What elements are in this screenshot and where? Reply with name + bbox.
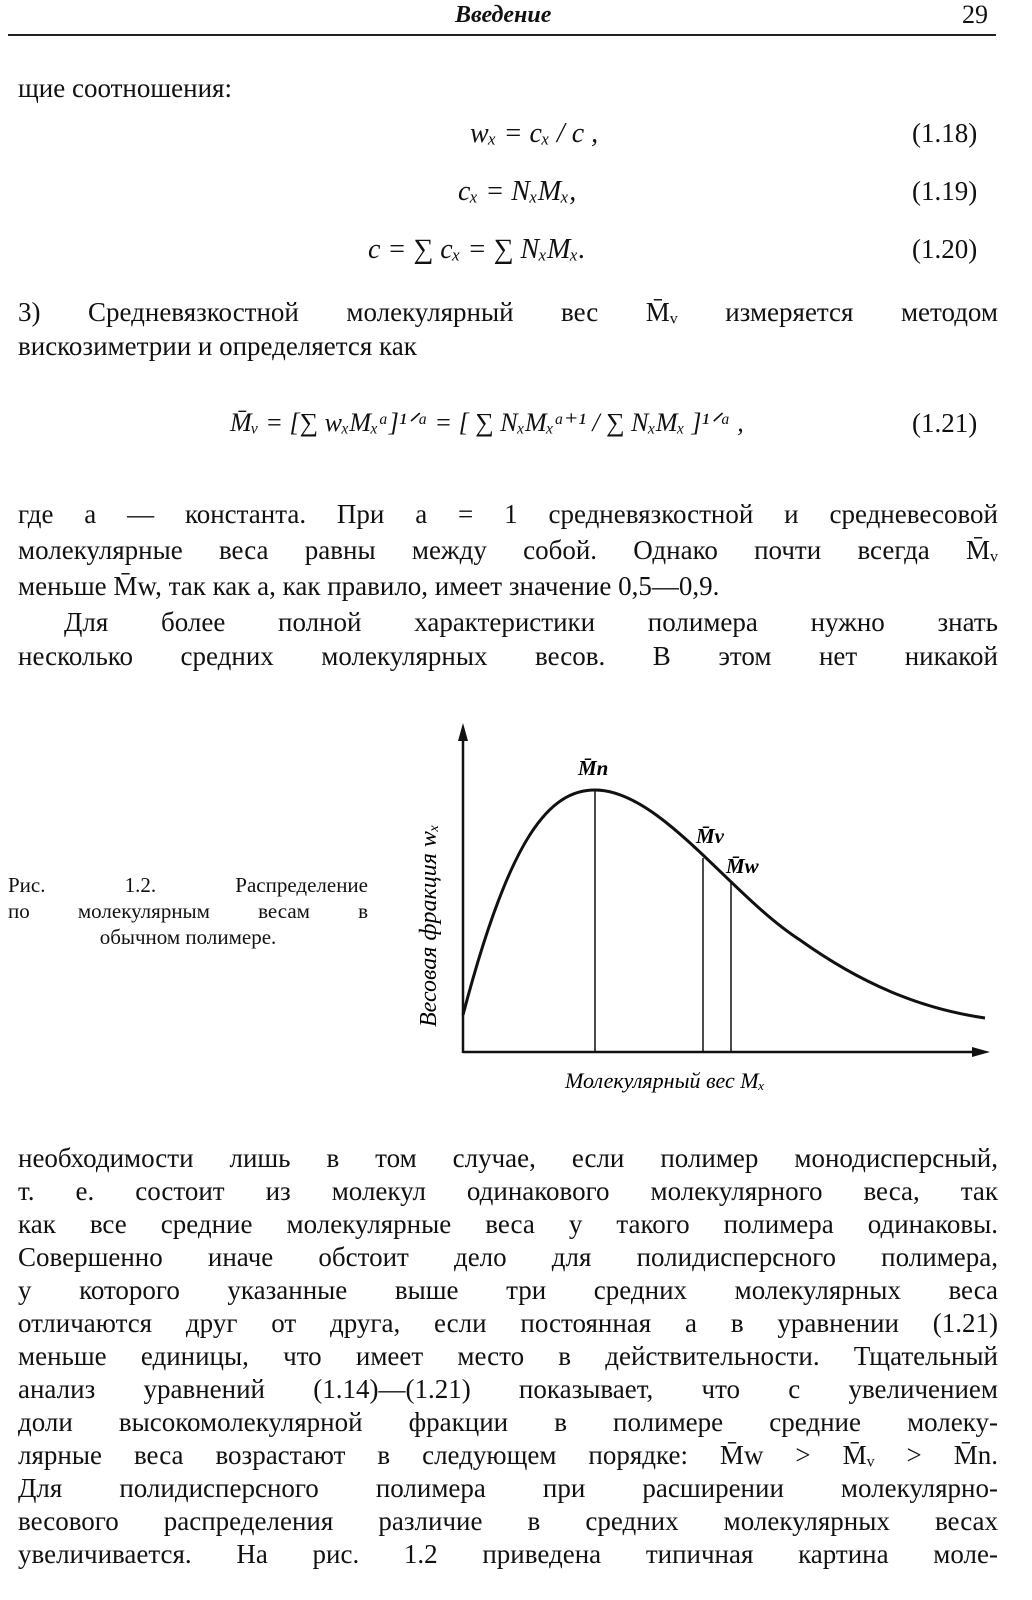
equation-number-1-21: (1.21) [912,408,978,438]
final-line-5: у которого указанные выше три средних молекулярных веса [18,1275,998,1305]
page-number: 29 [962,0,988,29]
equation-1-19: cₓ = NₓMₓ, [458,176,577,207]
figure-caption [8,872,368,950]
final-line-4: Совершенно иначе обстоит дело для полидисперсного полимера, [18,1242,998,1272]
equation-1-18: wₓ = cₓ / c , [470,118,599,149]
intro-line: щие соотношения: [18,73,232,103]
distribution-curve [463,790,985,1018]
paragraph-3-line-1: 3) Средневязкостной молекулярный вес M̄ᵥ измеряется методом [18,297,998,327]
caption-line-1: Рис. 1.2. Распределение [8,873,368,897]
running-header-title: Введение [455,2,552,28]
final-line-7: меньше единицы, что имеет место в действительности. Тщательный [18,1341,998,1371]
equation-1-20: c = ∑ cₓ = ∑ NₓMₓ. [368,234,586,265]
final-line-9: доли высокомолекулярной фракции в полимере средние молеку- [18,1407,998,1437]
equation-number-1-20: (1.20) [912,234,978,264]
final-line-8: анализ уравнений (1.14)—(1.21) показывает, что с увеличением [18,1374,998,1404]
caption-line-2: по молекулярным весам в [8,899,368,923]
paragraph-after-line-4: Для более полной характеристики полимера нужно знать [64,607,998,637]
header-rule [8,34,996,36]
final-line-12: весового распределения различие в средних молекулярных весах [18,1506,998,1536]
final-line-6: отличаются друг от друга, если постоянная a в уравнении (1.21) [18,1308,998,1338]
marker-label-mv: M̄v [696,824,724,848]
paragraph-after-line-3: меньше M̄w, так как a, как правило, имеет значение 0,5—0,9. [18,571,720,601]
paragraph-after-line-1: где a — константа. При a = 1 средневязкостной и средневесовой [18,499,998,529]
final-line-1: необходимости лишь в том случае, если полимер монодисперсный, [18,1143,998,1173]
paragraph-3-line-2: вискозиметрии и определяется как [18,331,417,361]
molecular-weight-distribution-figure [400,715,1000,1105]
y-axis-arrow [458,723,468,741]
x-axis-arrow [972,1047,990,1057]
paragraph-after-line-2: молекулярные веса равны между собой. Однако почти всегда M̄ᵥ [18,535,998,565]
final-line-10: лярные веса возрастают в следующем порядке: M̄w > M̄ᵥ > M̄n. [18,1440,998,1470]
final-line-3: как все средние молекулярные веса у такого полимера одинаковы. [18,1209,998,1239]
final-line-11: Для полидисперсного полимера при расширении молекулярно- [18,1473,998,1503]
equation-number-1-19: (1.19) [912,176,978,206]
equation-1-21: M̄ᵥ = [∑ wₓMₓᵃ]¹ᐟᵃ = [ ∑ NₓMₓᵃ⁺¹ / ∑ NₓMₓ ]¹ᐟᵃ , [230,408,744,437]
caption-line-3: обычном полимере. [99,925,277,949]
final-line-13: увеличивается. На рис. 1.2 приведена типичная картина моле- [18,1539,998,1569]
marker-label-mn: M̄n [578,756,609,780]
final-line-2: т. е. состоит из молекул одинакового молекулярного веса, так [18,1176,998,1206]
x-axis-label: Молекулярный вес Mₓ [565,1068,765,1093]
y-axis-label: Весовая фракция wₓ [416,824,442,1027]
paragraph-after-line-5: несколько средних молекулярных весов. В этом нет никакой [18,641,998,671]
marker-label-mw: M̄w [726,854,759,878]
equation-number-1-18: (1.18) [912,118,978,148]
